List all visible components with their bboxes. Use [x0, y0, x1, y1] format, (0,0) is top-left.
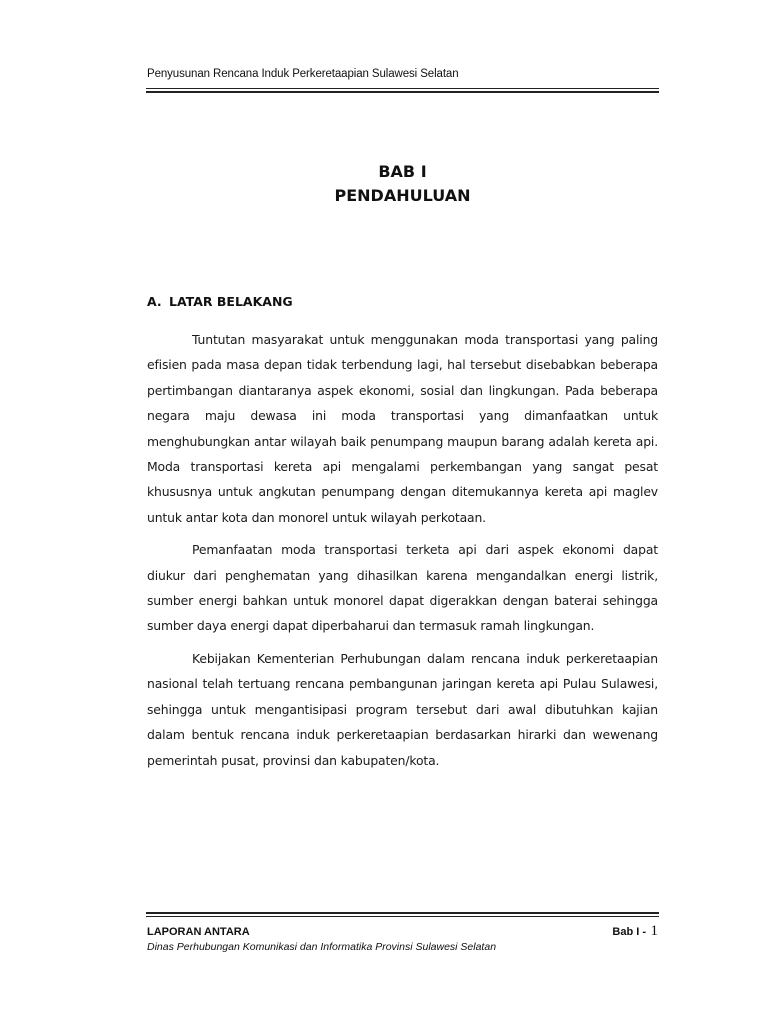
body-text	[147, 327, 658, 780]
running-header: Penyusunan Rencana Induk Perkeretaapian Sulawesi Selatan	[147, 68, 459, 80]
footer-rule	[146, 912, 659, 917]
footer-report-title: LAPORAN ANTARA	[147, 926, 250, 938]
chapter-label: BAB I	[378, 162, 427, 181]
chapter-heading	[146, 160, 659, 208]
paragraph: Pemanfaatan moda transportasi terketa api dari aspek ekonomi dapat diukur dari penghematan yang dihasilkan karena mengandalkan energi listrik, sumber energi bahkan untuk monorel dapat digerakkan dengan baterai sehingga sumber daya energi dapat diperbaharui dan termasuk ramah lingkungan.	[147, 542, 658, 634]
section-title: LATAR BELAKANG	[169, 294, 293, 309]
page-number-block	[612, 922, 658, 940]
footer-chapter-ref: Bab I -	[612, 926, 647, 938]
header-rule	[146, 88, 659, 93]
chapter-title: PENDAHULUAN	[334, 186, 471, 205]
paragraph: Tuntutan masyarakat untuk menggunakan moda transportasi yang paling efisien pada masa depan tidak terbendung lagi, hal tersebut disebabkan beberapa pertimbangan diantaranya aspek ekonomi, sosial dan lingkungan. Pada beberapa negara maju dewasa ini moda transportasi yang dimanfaatkan untuk menghubungkan antar wilayah baik penumpang maupun barang adalah kereta api. Moda transportasi kereta api mengalami perkembangan yang sangat pesat khususnya untuk angkutan penumpang dengan ditemukannya kereta api maglev untuk antar kota dan monorel untuk wilayah perkotaan.	[147, 332, 658, 525]
section-letter: A.	[147, 294, 162, 309]
footer-institution: Dinas Perhubungan Komunikasi dan Informatika Provinsi Sulawesi Selatan	[147, 941, 497, 953]
section-heading	[147, 294, 293, 309]
page-number: 1	[650, 923, 658, 939]
paragraph: Kebijakan Kementerian Perhubungan dalam rencana induk perkeretaapian nasional telah tertuang rencana pembangunan jaringan kereta api Pulau Sulawesi, sehingga untuk mengantisipasi program tersebut dari awal dibutuhkan kajian dalam bentuk rencana induk perkeretaapian berdasarkan hirarki dan wewenang pemerintah pusat, provinsi dan kabupaten/kota.	[147, 650, 658, 768]
